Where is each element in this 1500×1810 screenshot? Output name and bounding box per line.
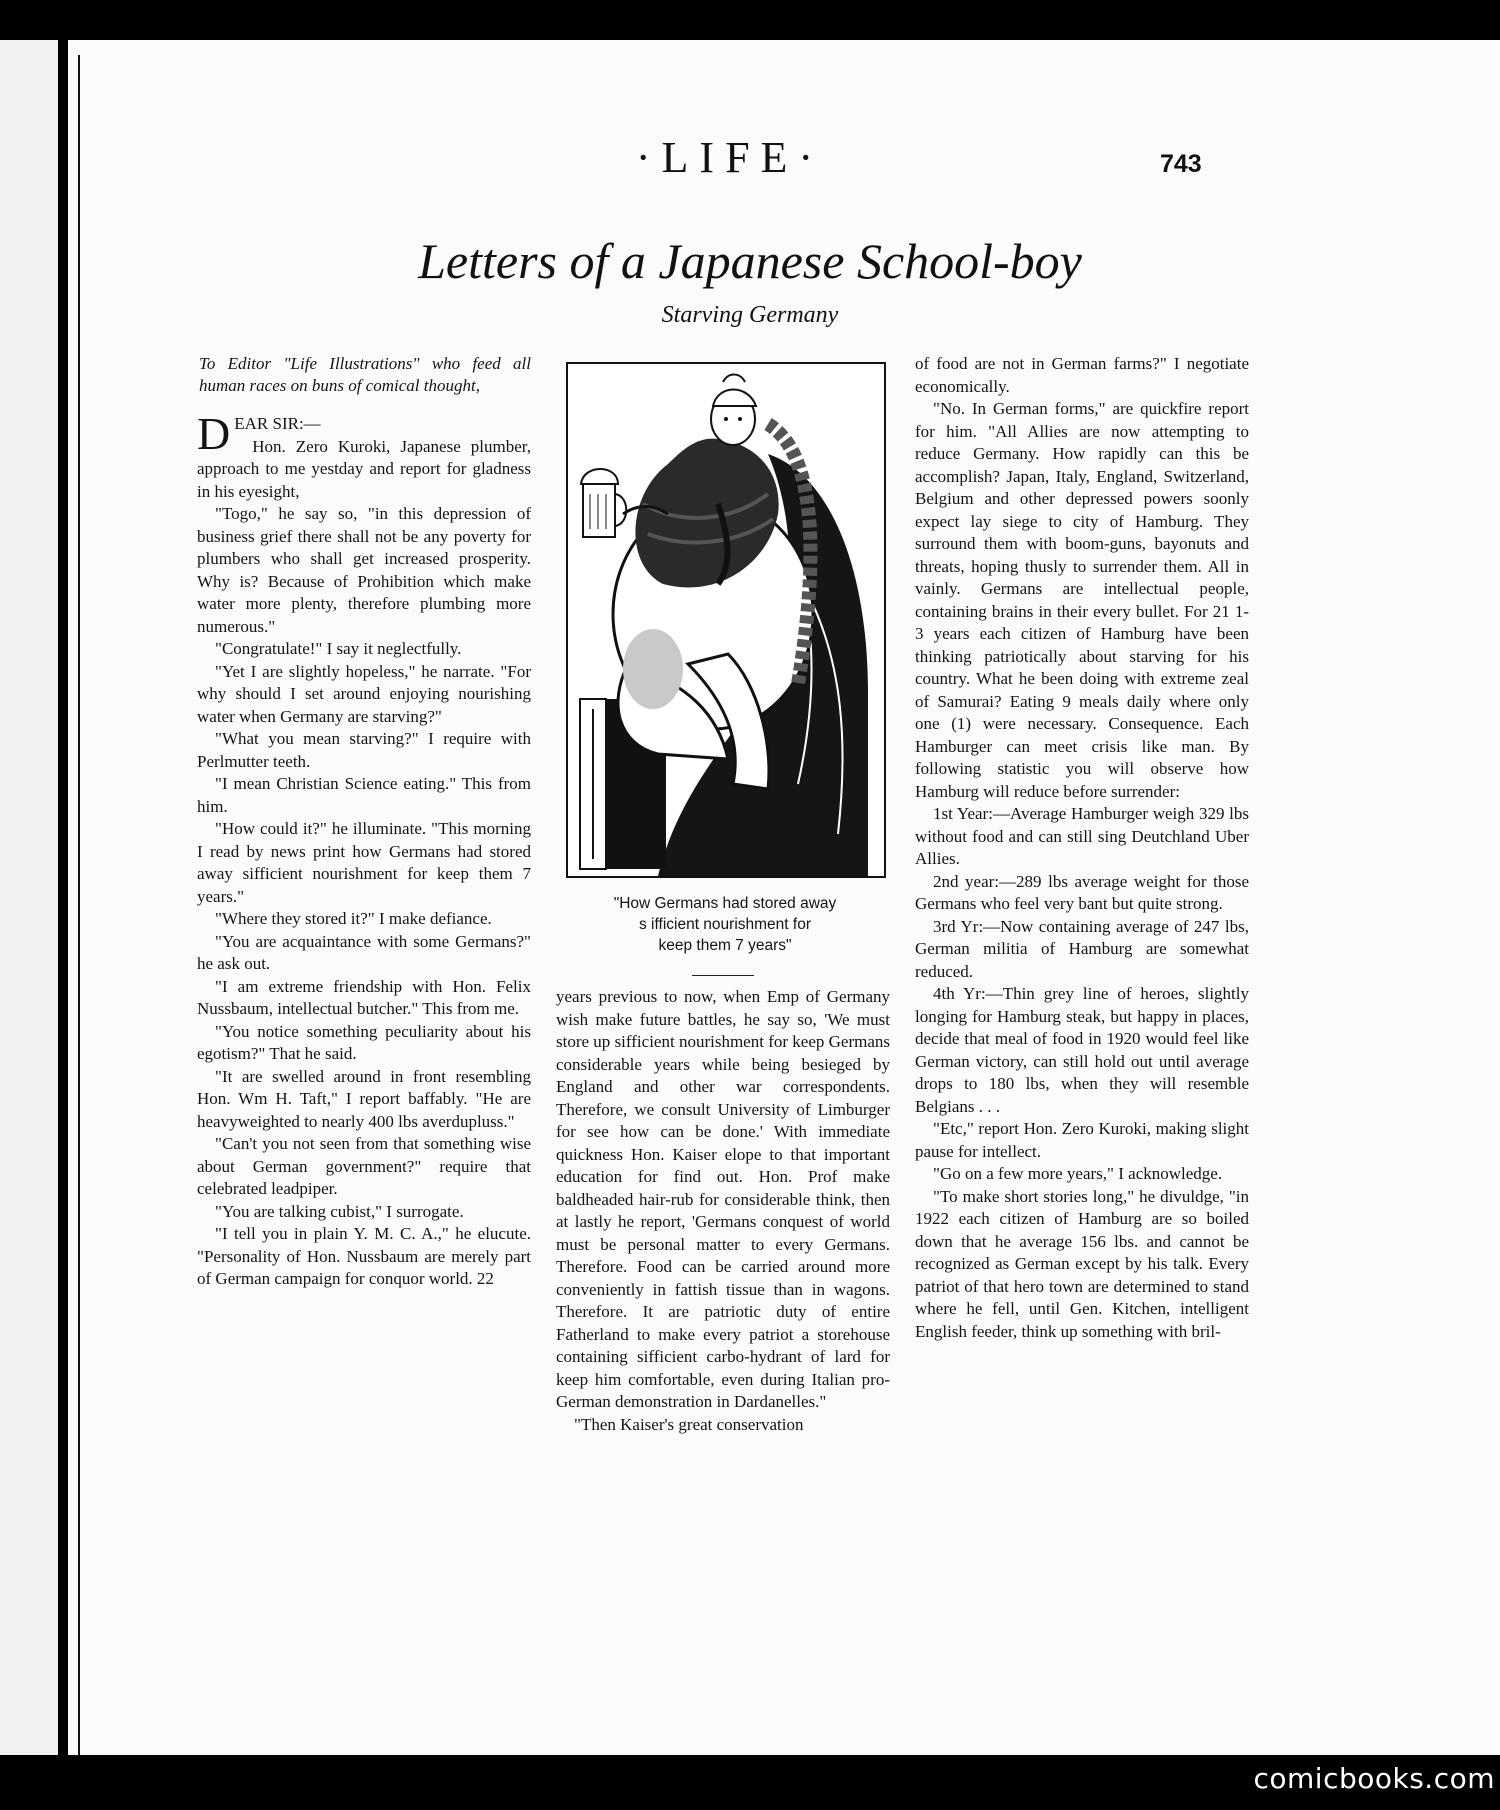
paragraph: "You are acquaintance with some Germans?" he ask out. (197, 931, 531, 973)
paragraph: of food are not in German farms?" I negotiate economically. (915, 354, 1249, 396)
right-column (915, 353, 1249, 1343)
cartoon-illustration (566, 362, 886, 878)
left-column (197, 353, 531, 1291)
page-fold-line (78, 55, 80, 1755)
paragraph: "You are talking cubist," I surrogate. (215, 1201, 464, 1221)
salutation (197, 408, 531, 459)
paragraph: "No. In German forms," are quickfire report for him. "All Allies are now attempting to reduce Germany. How rapidly can this be accomplish? Japan, Italy, England, Switzerland, Belgium and other depressed powers soonly expect lay siege to city of Hamburg. They surround them with boom-guns, bayonuts and threats, hoping thusly to surrender them. All in vainly. Germans are intellectual people, containing brains in their every bullet. For 21 1-3 years each citizen of Hamburg have been thinking patriotically about starving for his country. What he been doing with extreme zeal of Samurai? Eating 9 meals daily where only one (1) were necessary. Consequence. Each Hamburger can meet crisis like man. By following statistic you will observe how Hamburg will reduce before surrender: (915, 399, 1249, 801)
paragraph: "Togo," he say so, "in this depression of business grief there shall not be any poverty for plumbers who shall get increased prosperity. Why is? Because of Prohibition which make water more plenty, therefore plumbing more numerous." (197, 504, 531, 636)
article-title: Letters of a Japanese School-boy (418, 233, 1082, 289)
paragraph: years previous to now, when Emp of Germany wish make future battles, he say so, 'We must store up sifficient nourishment for keep Germans considerable years while being besieged by England and other war correspondents. Therefore, we consult University of Limburger for see how can be done.' With immediate quickness Hon. Kaiser elope to that important education for find out. Hon. Prof make baldheaded hair-rub for considerable think, then at lastly he report, 'Germans conquest of world must be personal matter to every Germans. Therefore. Food can be carried around more conveniently in fattish tissue than in wagons. Therefore. It are patriotic duty of entire Fatherland to make every patriot a storehouse containing sifficient carbo-hydrant of lard for keep him comfortable, even during Italian pro-German demonstration in Dardanelles." (556, 987, 890, 1411)
paragraph: "Yet I are slightly hopeless," he narrate. "For why should I set around enjoying nourishing water when Germany are starving?" (197, 661, 531, 726)
paragraph: 1st Year:—Average Hamburger weigh 329 lbs without food and can still sing Deutchland Uber Allies. (915, 804, 1249, 868)
caption-line: s ifficient nourishment for (638, 916, 811, 933)
paragraph: "To make short stories long," he divuldge, "in 1922 each citizen of Hamburg are so boiled down that he average 156 lbs. and cannot be recognized as German except by his talk. Every patriot of that hero town are determined to stand where he fell, until Gen. Kitchen, intelligent English feeder, think up something with bril- (915, 1186, 1249, 1341)
cartoon-drawing (568, 364, 884, 876)
paragraph: "Congratulate!" I say it neglectfully. (215, 639, 462, 658)
paragraph: 3rd Yr:—Now containing average of 247 lbs, German militia of Hamburg are somewhat reduced. (915, 916, 1249, 981)
paragraph: "I tell you in plain Y. M. C. A.," he elucute. "Personality of Hon. Nussbaum are merely part of German campaign for conquor world. 22 (197, 1224, 531, 1288)
paragraph: "Then Kaiser's great conservation (574, 1414, 804, 1434)
salutation-text: EAR SIR:— (234, 414, 321, 433)
paragraph: "I mean Christian Science eating." This from him. (197, 774, 531, 816)
middle-column (556, 986, 890, 1436)
facing-page-edge (0, 40, 58, 1755)
page-number: 743 (1160, 150, 1202, 178)
site-watermark: comicbooks.com (1253, 1762, 1495, 1795)
paragraph: "What you mean starving?" I require with Perlmutter teeth. (197, 729, 531, 771)
paragraph: "Go on a few more years," I acknowledge. (933, 1164, 1223, 1183)
paragraph: "You notice something peculiarity about his egotism?" That he said. (197, 1021, 531, 1063)
masthead: ·LIFE· (635, 133, 825, 182)
paragraph: "It are swelled around in front resembling Hon. Wm H. Taft," I report baffably. "He are heavyweighted to nearly 400 lbs averdupluss." (197, 1066, 531, 1131)
dropcap: D (197, 408, 231, 459)
section-rule (692, 975, 754, 976)
caption-line: keep them 7 years" (658, 937, 792, 954)
paragraph: "How could it?" he illuminate. "This morning I read by news print how Germans had stored away sifficient nourishment for keep them 7 years." (197, 819, 531, 906)
paragraph: "Where they stored it?" I make defiance. (215, 909, 492, 928)
paragraph: 2nd year:—289 lbs average weight for those Germans who feel very bant but quite strong. (915, 871, 1249, 913)
paragraph: "I am extreme friendship with Hon. Felix Nussbaum, intellectual butcher." This from me. (197, 976, 531, 1018)
paragraph: "Can't you not seen from that something wise about German government?" require that celebrated leadpiper. (197, 1134, 531, 1198)
dedication: To Editor "Life Illustrations" who feed all human races on buns of comical thought, (199, 354, 531, 395)
paragraph: "Etc," report Hon. Zero Kuroki, making slight pause for intellect. (915, 1119, 1249, 1161)
article-subtitle: Starving Germany (661, 302, 839, 328)
illustration-caption (560, 893, 890, 956)
paragraph: Hon. Zero Kuroki, Japanese plumber, approach to me yestday and report for gladness in his eyesight, (197, 436, 531, 501)
caption-line: "How Germans had stored away (613, 895, 837, 912)
paragraph: 4th Yr:—Thin grey line of heroes, slightly longing for Hamburg steak, but happy in places, decide that meal of food in 1920 would feel like German victory, can still hold out until average drops to 180 lbs, when they will resemble Belgians . . . (915, 984, 1249, 1116)
